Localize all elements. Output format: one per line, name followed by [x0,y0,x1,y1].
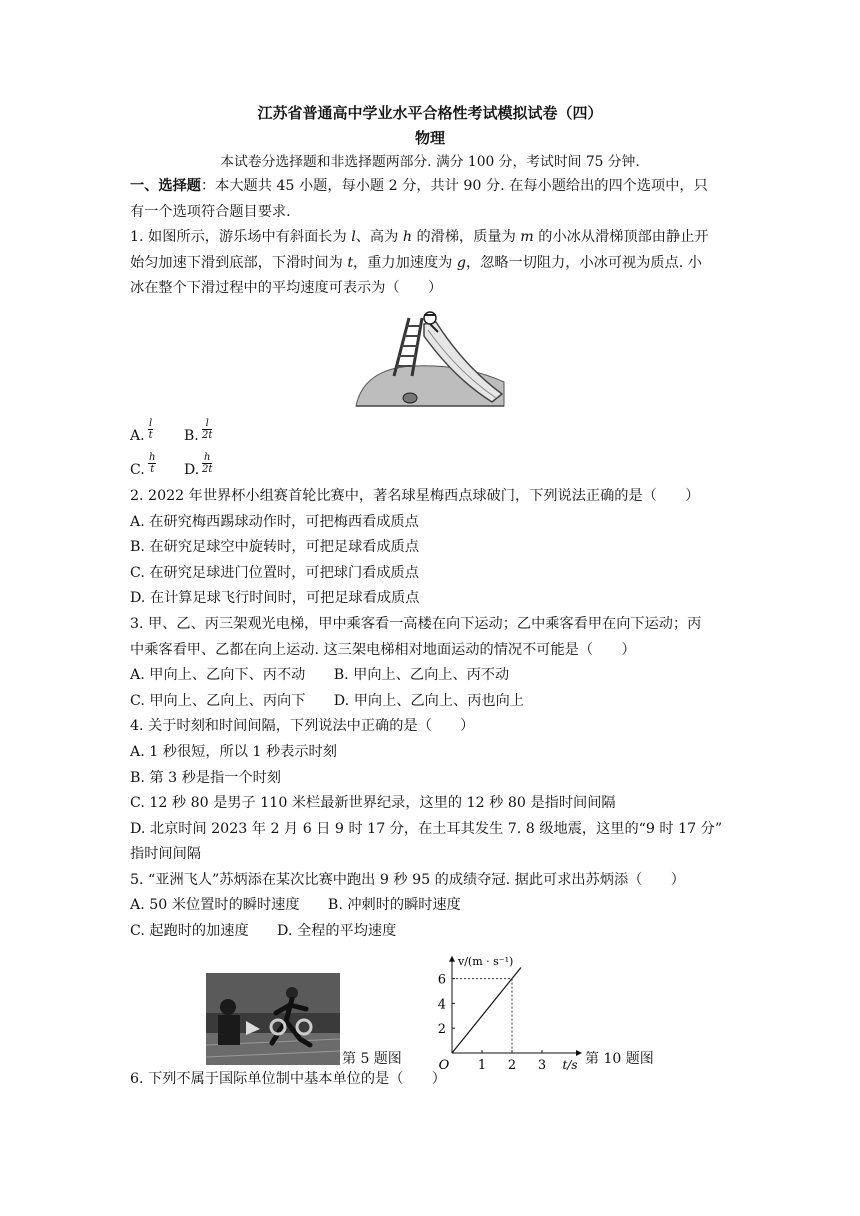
q1-stem-line-1 [130,225,730,251]
y-axis-arrow [449,955,455,961]
option-c-label: C. [130,461,145,478]
y-tick-label: 4 [437,997,446,1013]
q5-options-cd: C. 起跑时的加速度 D. 全程的平均速度 [130,923,397,940]
series-line [452,967,521,1053]
q1-text: 1. 如图所示，游乐场中有斜面长为 [130,229,352,246]
q2-option-c: C. 在研究足球进门位置时，可把球门看成质点 [130,564,419,581]
option-d-label: D. [184,461,200,478]
var-l: l [351,229,356,246]
chart-plot [438,955,582,1071]
a-num: l [149,417,153,429]
q3-options-cd: C. 甲向上、乙向上、丙向下 D. 甲向上、乙向上、丙也向上 [130,692,524,709]
q4-option-c: C. 12 秒 80 是男子 110 米栏最新世界纪录，这里的 12 秒 80 是指时间间隔 [130,795,616,812]
option-c-fraction [148,452,156,475]
c-num: h [149,451,156,463]
var-h: h [402,229,412,246]
q1-stem-line-2 [130,251,730,277]
velocity-time-graph [430,951,590,1071]
q1-text: ，重力加速度为 [353,254,457,271]
x-tick-label: 3 [537,1057,547,1071]
q2-option-a: A. 在研究梅西踢球动作时，可把梅西看成质点 [130,513,419,530]
var-t: t [347,254,354,271]
d-num: h [203,451,211,463]
q1-options-row-2 [130,450,730,484]
slide-illustration [354,306,506,410]
exam-title: 江苏省普通高中学业水平合格性考试模拟试卷（四） [257,104,603,122]
q1-options-row-1 [130,416,730,450]
x-axis-label: t/s [562,1057,578,1071]
q1-text: ，忽略一切阻力，小冰可视为质点. 小 [465,254,702,271]
option-a-fraction [148,418,153,441]
y-tick-label: 6 [437,972,446,988]
a-den: t [148,429,153,441]
y-tick-label: 2 [437,1021,446,1037]
q4-stem: 4. 关于时刻和时间间隔，下列说法中正确的是（ ） [130,718,475,735]
q1-stem-line-3: 冰在整个下滑过程中的平均速度可表示为（ ） [130,280,443,297]
b-den: 2t [202,429,213,441]
option-b-label: B. [184,427,199,444]
exam-intro: 本试卷分选择题和非选择题两部分. 满分 100 分，考试时间 75 分钟. [220,154,640,170]
q4-option-a: A. 1 秒很短，所以 1 秒表示时刻 [130,743,337,760]
q1-text: 的滑梯，质量为 [411,229,521,246]
option-b-fraction [202,418,212,441]
q2-stem: 2. 2022 年世界杯小组赛首轮比赛中，著名球星梅西点球破门，下列说法正确的是（ ） [130,487,700,504]
x-axis-arrow [576,1050,582,1056]
option-a-label: A. [130,427,145,444]
q2-option-d: D. 在计算足球飞行时间时，可把足球看成质点 [130,590,420,607]
q1-text: 始匀加速下滑到底部，下滑时间为 [130,254,348,271]
q5-stem: 5. “亚洲飞人”苏炳添在某次比赛中跑出 9 秒 95 的成绩夺冠. 据此可求出苏炳添（ ） [130,871,685,888]
origin-label: O [438,1057,450,1071]
q4-option-d-1: D. 北京时间 2023 年 2 月 6 日 9 时 17 分，在土耳其发生 7. 8 级地震，这里的“9 时 17 分” [130,820,723,837]
option-d-fraction [202,452,212,475]
var-g: g [456,254,466,271]
q3-stem-1: 3. 甲、乙、丙三架观光电梯，甲中乘客看一高楼在向下运动；乙中乘客看甲在向下运动；丙 [130,615,702,632]
section-label: 一、选择题 [130,178,201,194]
sprinter-photo [206,973,340,1065]
c-den: t [150,463,155,475]
figure-5-caption: 第 5 题图 [342,1050,402,1067]
q1-text: 的小冰从滑梯顶部由静止开 [533,229,709,246]
figures-row [130,951,730,1071]
q3-stem-2: 中乘客看甲、乙都在向上运动. 这三架电梯相对地面运动的情况不可能是（ ） [130,641,636,658]
q6-stem: 6. 下列不属于国际单位制中基本单位的是（ ） [130,1070,446,1087]
q4-option-b: B. 第 3 秒是指一个时刻 [130,769,281,786]
b-num: l [202,418,212,430]
q3-options-ab: A. 甲向上、乙向下、丙不动 B. 甲向上、乙向上、丙不动 [130,667,510,684]
subject-title: 物理 [414,129,445,147]
x-tick-label: 2 [507,1057,517,1071]
d-den: 2t [202,463,213,475]
x-tick-label: 1 [477,1057,487,1071]
y-axis-label: v/(m · s⁻¹) [458,954,514,968]
q4-option-d-2: 指时间间隔 [130,846,201,863]
section-desc-1: ：本大题共 45 小题，每小题 2 分，共计 90 分. 在每小题给出的四个选项中，只 [200,178,708,194]
section-desc-2: 有一个选项符合题目要求. [130,203,291,220]
q5-options-ab: A. 50 米位置时的瞬时速度 B. 冲刺时的瞬时速度 [130,897,461,914]
figure-10-caption: 第 10 题图 [585,1050,654,1067]
section-heading [130,174,730,200]
exam-page [130,100,730,1092]
var-m: m [520,229,534,246]
q2-option-b: B. 在研究足球空中旋转时，可把足球看成质点 [130,539,420,556]
q1-text: 、高为 [355,229,403,246]
